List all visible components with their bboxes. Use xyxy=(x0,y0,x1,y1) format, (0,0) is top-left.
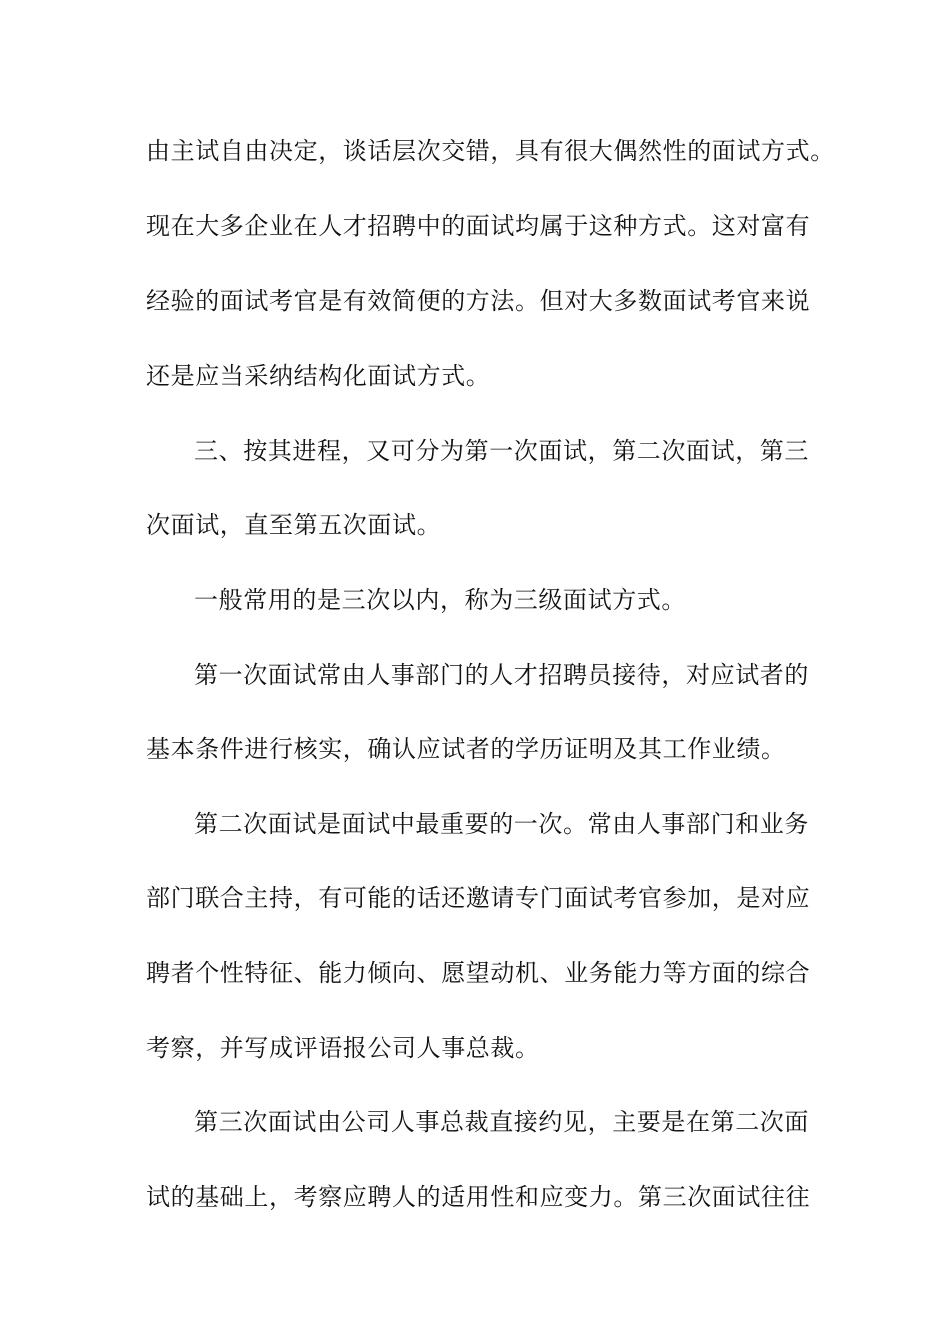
paragraph-first-line: 第一次面试常由人事部门的人才招聘员接待，对应试者的 xyxy=(194,661,809,689)
paragraph-first-line: 第三次面试由公司人事总裁直接约见，主要是在第二次面 xyxy=(194,1108,809,1136)
text-line: 还是应当采纳结构化面试方式。 xyxy=(146,362,491,390)
text-line: 聘者个性特征、能力倾向、愿望动机、业务能力等方面的综合 xyxy=(146,959,811,987)
paragraph-first-line: 第二次面试是面试中最重要的一次。常由人事部门和业务 xyxy=(194,810,809,838)
text-line: 由主试自由决定，谈话层次交错，具有很大偶然性的面试方式。 xyxy=(146,137,835,165)
paragraph-first-line: 一般常用的是三次以内，称为三级面试方式。 xyxy=(194,586,686,614)
text-line: 试的基础上，考察应聘人的适用性和应变力。第三次面试往往 xyxy=(146,1183,811,1211)
text-line: 现在大多企业在人才招聘中的面试均属于这种方式。这对富有 xyxy=(146,212,811,240)
text-line: 基本条件进行核实，确认应试者的学历证明及其工作业绩。 xyxy=(146,735,786,763)
text-line: 次面试，直至第五次面试。 xyxy=(146,511,442,539)
paragraph-first-line: 三、按其进程，又可分为第一次面试，第二次面试，第三 xyxy=(194,437,809,465)
text-line: 经验的面试考官是有效简便的方法。但对大多数面试考官来说 xyxy=(146,287,811,315)
text-line: 考察，并写成评语报公司人事总裁。 xyxy=(146,1034,540,1062)
text-line: 部门联合主持，有可能的话还邀请专门面试考官参加，是对应 xyxy=(146,884,811,912)
